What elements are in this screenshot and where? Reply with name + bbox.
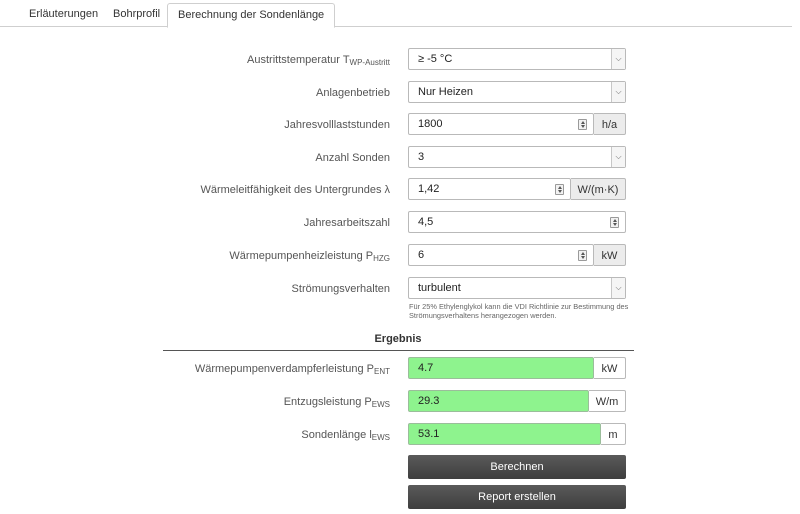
waermepumpenheizleistung-unit: kW	[594, 244, 626, 266]
chevron-down-icon: ⌵	[611, 82, 625, 102]
jahresarbeitszahl-value: 4,5	[418, 216, 434, 228]
waermeleitfaehigkeit-unit: W/(m·K)	[571, 178, 626, 200]
chevron-down-icon: ⌵	[611, 147, 625, 167]
report-erstellen-button[interactable]: Report erstellen	[408, 485, 626, 509]
verdampferleistung-output	[408, 357, 594, 379]
row-waermeleitfaehigkeit	[0, 178, 800, 202]
row-anzahl-sonden	[0, 146, 800, 170]
result-divider	[163, 350, 634, 351]
waermeleitfaehigkeit-value: 1,42	[418, 183, 440, 195]
spinner-icon[interactable]	[555, 184, 564, 195]
row-jahresvolllaststunden	[0, 113, 800, 137]
waermeleitfaehigkeit-label: Wärmeleitfähigkeit des Untergrundes λ	[200, 184, 390, 196]
tab-bohrprofil[interactable]: Bohrprofil	[113, 8, 161, 20]
stroemungsverhalten-value: turbulent	[418, 282, 461, 294]
row-sondenlaenge	[0, 423, 800, 447]
waermepumpenheizleistung-input[interactable]	[408, 244, 594, 266]
tab-berechnung[interactable]: Berechnung der Sondenlänge	[167, 3, 335, 28]
sondenlaenge-output	[408, 423, 601, 445]
jahresvolllaststunden-input[interactable]	[408, 113, 594, 135]
anlagenbetrieb-label: Anlagenbetrieb	[315, 87, 390, 99]
stroemungsverhalten-select[interactable]	[408, 277, 626, 299]
jahresarbeitszahl-input[interactable]	[408, 211, 626, 233]
jahresarbeitszahl-label: Jahresarbeitszahl	[303, 217, 390, 229]
stroemungsverhalten-note: Für 25% Ethylenglykol kann die VDI Richtlinie zur Bestimmung des Strömungsverhaltens herangezogen werden.	[409, 302, 629, 320]
anzahl-sonden-value: 3	[418, 151, 425, 163]
austrittstemperatur-value: ≥ -5 °C	[418, 53, 453, 65]
anlagenbetrieb-select[interactable]	[408, 81, 626, 103]
sondenlaenge-unit: m	[601, 423, 626, 445]
row-waermepumpenheizleistung	[0, 244, 800, 268]
row-austrittstemperatur	[0, 48, 800, 72]
austrittstemperatur-label: Austrittstemperatur $T_{WP-Austritt}$	[247, 54, 390, 67]
jahresvolllaststunden-unit: h/a	[594, 113, 626, 135]
waermepumpenheizleistung-value: 6	[418, 249, 425, 261]
waermeleitfaehigkeit-input[interactable]	[408, 178, 571, 200]
jahresvolllaststunden-value: 1800	[418, 118, 443, 130]
spinner-icon[interactable]	[578, 250, 587, 261]
entzugsleistung-label: Entzugsleistung $P_{EWS}$	[283, 396, 390, 409]
row-anlagenbetrieb	[0, 81, 800, 105]
row-jahresarbeitszahl	[0, 211, 800, 235]
tab-erlaeuterungen[interactable]: Erläuterungen	[29, 8, 99, 20]
stroemungsverhalten-label: Strömungsverhalten	[291, 283, 390, 295]
chevron-down-icon: ⌵	[611, 49, 625, 69]
entzugsleistung-output	[408, 390, 589, 412]
sondenlaenge-label: Sondenlänge $l_{EWS}$	[301, 429, 390, 442]
berechnen-button[interactable]: Berechnen	[408, 455, 626, 479]
verdampferleistung-unit: kW	[594, 357, 626, 379]
waermepumpenheizleistung-label: Wärmepumpenheizleistung $P_{HZG}$	[229, 250, 390, 263]
row-entzugsleistung	[0, 390, 800, 414]
anlagenbetrieb-value: Nur Heizen	[418, 86, 474, 98]
entzugsleistung-unit: W/m	[589, 390, 626, 412]
austrittstemperatur-select[interactable]	[408, 48, 626, 70]
anzahl-sonden-label: Anzahl Sonden	[315, 152, 390, 164]
row-stroemungsverhalten	[0, 277, 800, 301]
spinner-icon[interactable]	[610, 217, 619, 228]
verdampferleistung-value: 4.7	[418, 362, 434, 374]
jahresvolllaststunden-label: Jahresvolllaststunden	[284, 119, 390, 131]
entzugsleistung-value: 29.3	[418, 395, 440, 407]
chevron-down-icon: ⌵	[611, 278, 625, 298]
row-verdampferleistung	[0, 357, 800, 381]
result-title: Ergebnis	[374, 333, 422, 345]
sondenlaenge-value: 53.1	[418, 428, 440, 440]
verdampferleistung-label: Wärmepumpenverdampferleistung $P_{ENT}$	[194, 363, 390, 376]
anzahl-sonden-select[interactable]	[408, 146, 626, 168]
tab-bar	[0, 0, 792, 27]
spinner-icon[interactable]	[578, 119, 587, 130]
